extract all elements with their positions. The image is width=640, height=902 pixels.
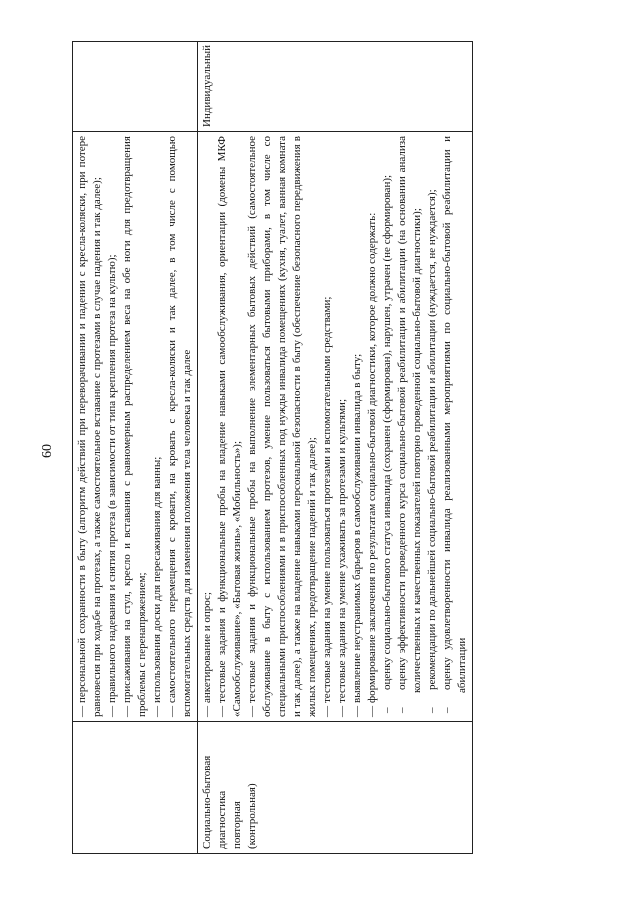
- list-item: —тестовые задания и функциональные пробы на выполнение элементарных бытовых действий (самостоятельное обслуживание в быту с использованием протезов, умение пользоваться бытовыми приборами, в том числе со специальными приспособлениями и в приспособленных под нужды инвалида помещениях (кухня, туалет, ванная комната и так далее), а также на владение навыками персональной безопасности в быту (обеспечение безопасного передвижения в жилых помещениях, предотвращение падений и так далее);: [246, 136, 318, 717]
- sub-list-item: –оценку эффективности проведенного курса социально-бытовой реабилитации и абилитации (на основании анализа количественных и качественных показателей повторно проведенной социально-бытовой диагностики);: [396, 136, 423, 713]
- list-item: —правильного надевания и снятия протеза (в зависимости от типа крепления протеза на культю);: [106, 254, 118, 717]
- table-cell-name: [73, 722, 198, 854]
- service-form: Индивидуальный: [201, 45, 213, 127]
- sub-list-item: –оценку удовлетворенности инвалида реализованными мероприятиями по социально-бытовой реабилитации и абилитации: [441, 136, 468, 713]
- sub-list-item: –оценку социально-бытового статуса инвалида (сохранен (сформирован), нарушен, утрачен (не сформирован);: [381, 174, 393, 713]
- list-item: —тестовые задания на умение пользоваться протезами и вспомогательными средствами;: [321, 296, 333, 717]
- table-cell-form: [198, 42, 473, 132]
- list-item: —использования доски для пересаживания для ванны;: [151, 456, 163, 717]
- rehabilitation-table: [72, 41, 473, 854]
- sub-list-item: –рекомендации по дальнейшей социально-бытовой реабилитации и абилитации (нуждается, не нуждается);: [426, 189, 438, 713]
- table-cell-name: [198, 722, 473, 854]
- list-item: —формирование заключения по результатам социально-бытовой диагностики, которое должно содержать:: [366, 212, 378, 717]
- list-item: —персональной сохранности в быту (алгоритм действий при переворачивании и падении с кресла-коляски, при потере равновесия при ходьбе на протезах, а также самостоятельное вставание с протезами в случае падения и так далее);: [76, 136, 103, 717]
- table-cell-form: [73, 42, 198, 132]
- service-name-line: диагностика: [216, 790, 228, 849]
- service-name-line: (контрольная): [246, 783, 258, 849]
- list-item: —тестовые задания на умение ухаживать за протезами и культями;: [336, 398, 348, 717]
- table-cell-content: [198, 132, 473, 722]
- list-item: —самостоятельного перемещения с кровати, на кровать с кресла-коляски и так далее, в том числе с помощью вспомогательных средств для изменения положения тела человека и так далее: [166, 136, 193, 717]
- table-row: [198, 42, 473, 854]
- service-name-line: Социально-бытовая: [201, 755, 213, 849]
- table-cell-content: [73, 132, 198, 722]
- list-item: —присаживания на стул, кресло и вставания с равномерным распределением веса на обе ноги для предотвращения проблемы с перенапряжением;: [121, 136, 148, 717]
- list-item: —тестовые задания и функциональные пробы на владение навыками самообслуживания, ориентации (домены МКФ «Самообслуживание», «Бытовая жизнь», «Мобильность»);: [216, 136, 243, 717]
- list-item: —анкетирование и опрос;: [201, 592, 213, 717]
- page-number: 60: [40, 444, 55, 458]
- table-row: [73, 42, 198, 854]
- service-name-line: повторная: [231, 801, 243, 849]
- list-item: —выявление неустранимых барьеров в самообслуживании инвалида в быту;: [351, 353, 363, 717]
